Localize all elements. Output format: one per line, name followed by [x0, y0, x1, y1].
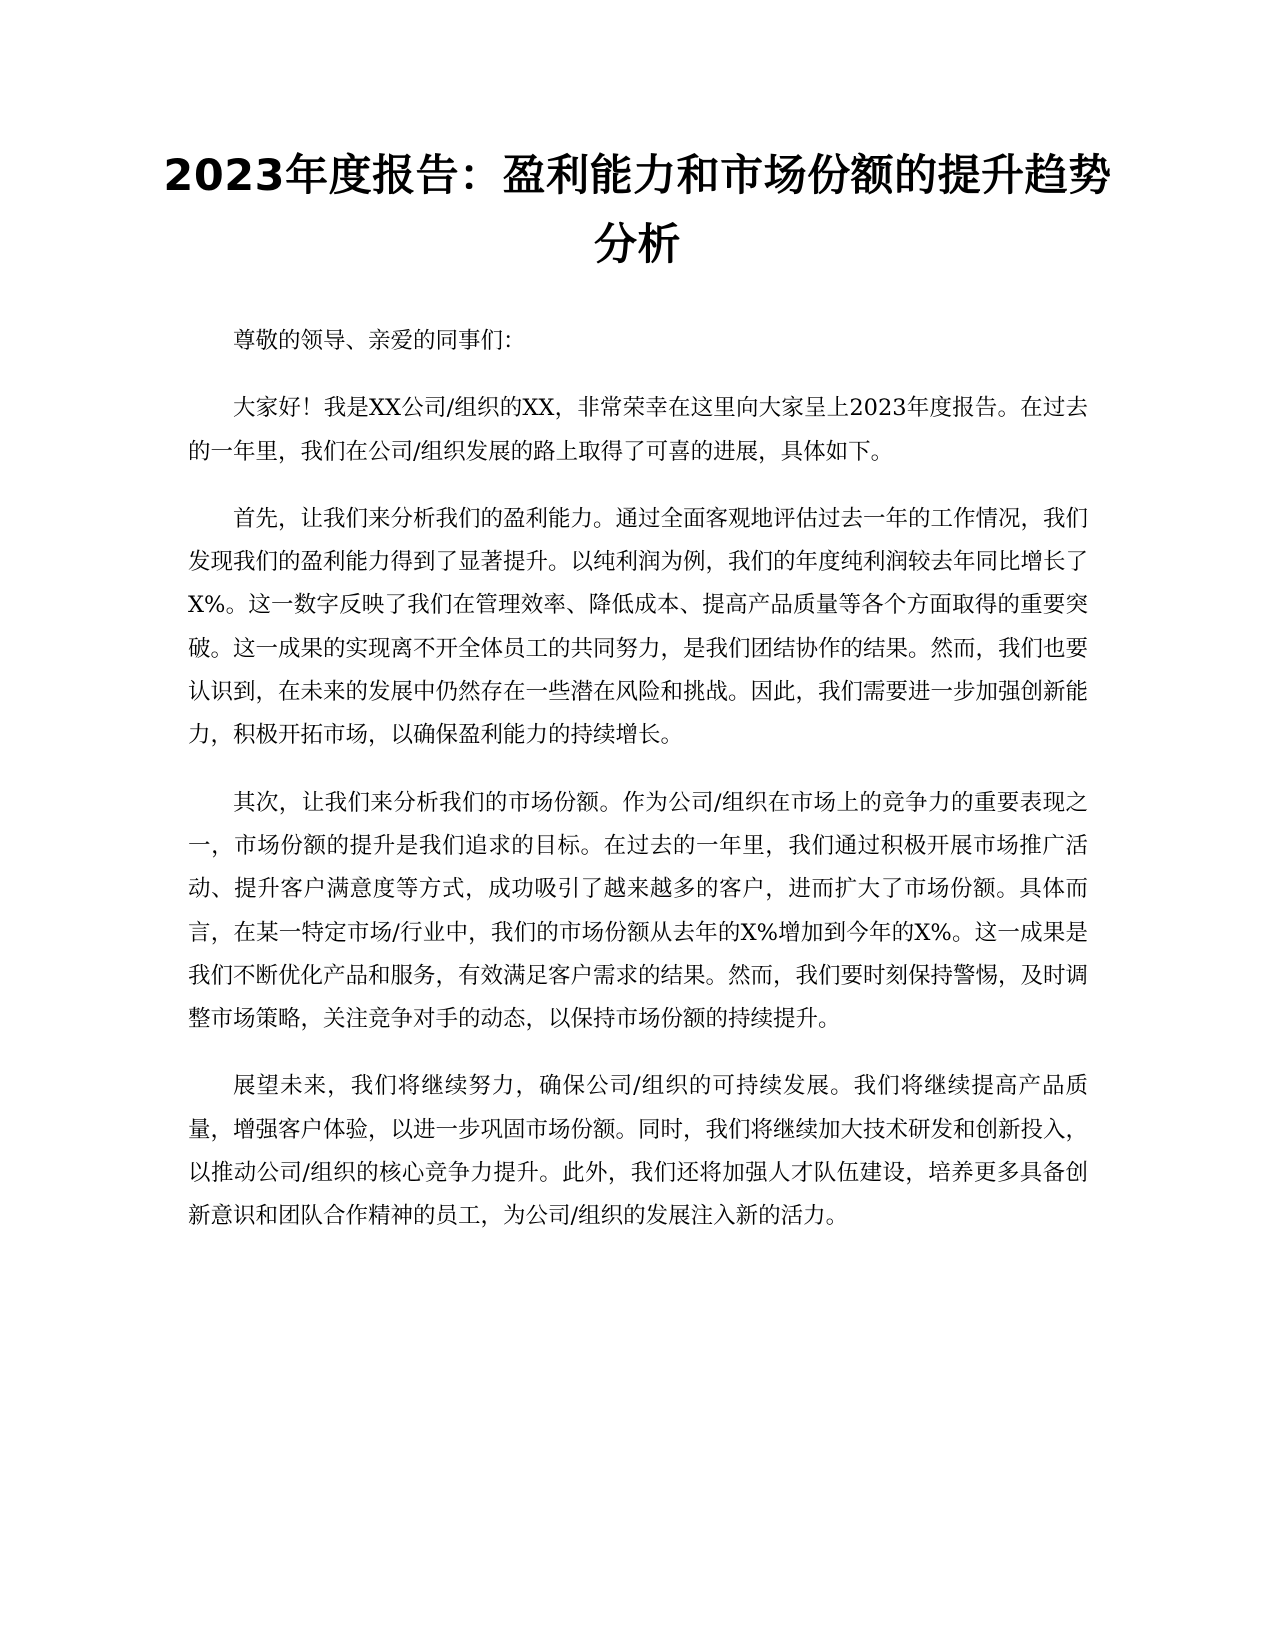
paragraph-greeting: 大家好！我是XX公司/组织的XX，非常荣幸在这里向大家呈上2023年度报告。在过去的一年里，我们在公司/组织发展的路上取得了可喜的进展，具体如下。	[188, 395, 1088, 465]
paragraph-outlook: 展望未来，我们将继续努力，确保公司/组织的可持续发展。我们将继续提高产品质量，增强客户体验，以进一步巩固市场份额。同时，我们将继续加大技术研发和创新投入，以推动公司/组织的核心竞争力提升。此外，我们还将加强人才队伍建设，培养更多具备创新意识和团队合作精神的员工，为公司/组织的发展注入新的活力。	[188, 1073, 1089, 1230]
paragraph-market-share: 其次，让我们来分析我们的市场份额。作为公司/组织在市场上的竞争力的重要表现之一，市场份额的提升是我们追求的目标。在过去的一年里，我们通过积极开展市场推广活动、提升客户满意度等方式，成功吸引了越来越多的客户，进而扩大了市场份额。具体而言，在某一特定市场/行业中，我们的市场份额从去年的X%增加到今年的X%。这一成果是我们不断优化产品和服务，有效满足客户需求的结果。然而，我们要时刻保持警惕，及时调整市场策略，关注竞争对手的动态，以保持市场份额的持续提升。	[188, 789, 1089, 1033]
document-title: 2023年度报告：盈利能力和市场份额的提升趋势分析	[163, 151, 1112, 270]
document-body	[188, 320, 1088, 1263]
paragraph-salutation: 尊敬的领导、亲爱的同事们：	[233, 328, 526, 354]
paragraph-profitability: 首先，让我们来分析我们的盈利能力。通过全面客观地评估过去一年的工作情况，我们发现我们的盈利能力得到了显著提升。以纯利润为例，我们的年度纯利润较去年同比增长了X%。这一数字反映了我们在管理效率、降低成本、提高产品质量等各个方面取得的重要突破。这一成果的实现离不开全体员工的共同努力，是我们团结协作的结果。然而，我们也要认识到，在未来的发展中仍然存在一些潜在风险和挑战。因此，我们需要进一步加强创新能力，积极开拓市场，以确保盈利能力的持续增长。	[188, 505, 1089, 749]
